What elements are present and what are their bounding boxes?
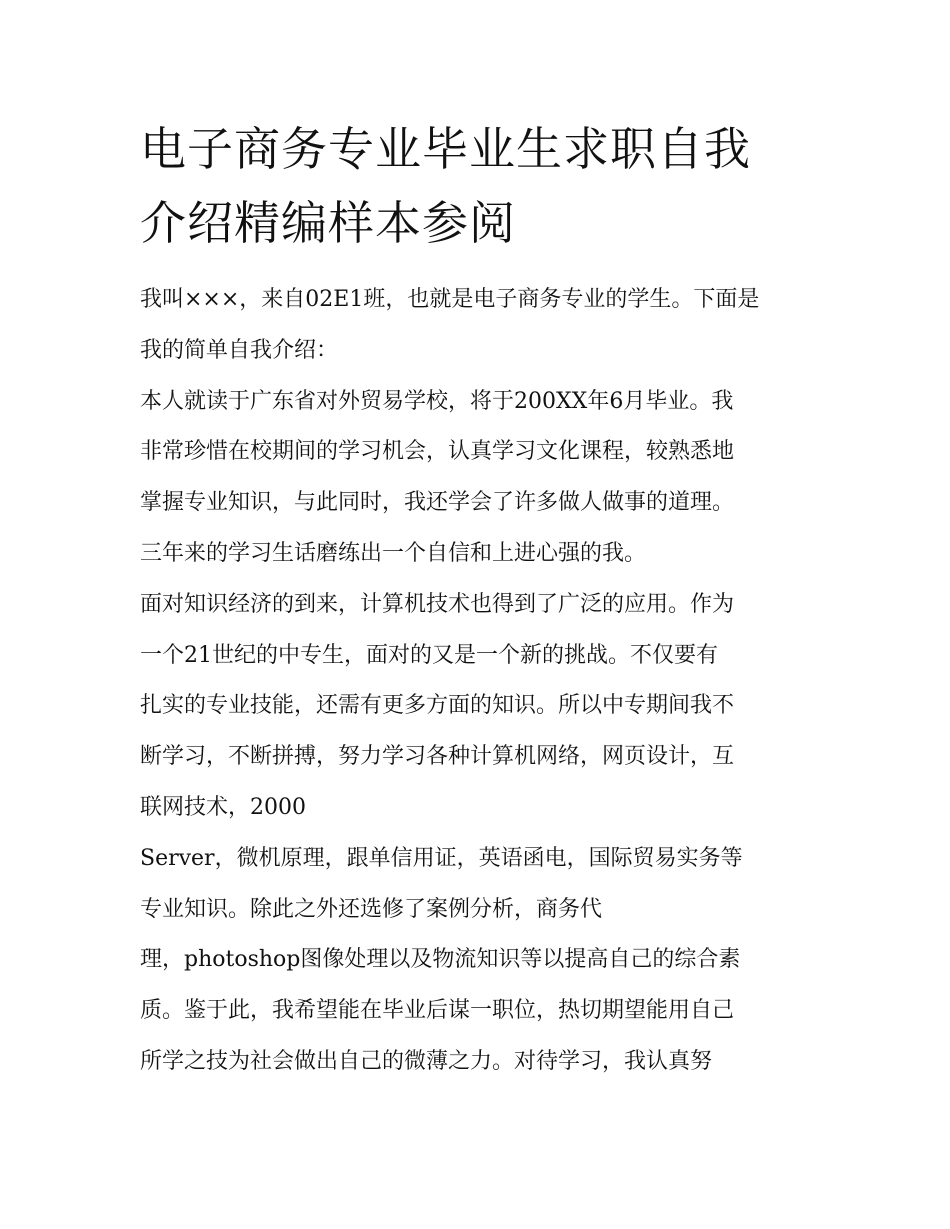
document-title <box>140 112 820 260</box>
body-line-3: 本人就读于广东省对外贸易学校，将于200XX年6月毕业。我 <box>140 388 734 414</box>
body-line-13: 专业知识。除此之外还选修了案例分析，商务代 <box>140 896 603 922</box>
body-line-5: 掌握专业知识，与此同时，我还学会了许多做人做事的道理。 <box>140 490 735 516</box>
body-line-7: 面对知识经济的到来，计算机技术也得到了广泛的应用。作为 <box>140 591 735 617</box>
body-line-12: Server，微机原理，跟单信用证，英语函电，国际贸易实务等 <box>140 845 743 871</box>
body-line-2: 我的简单自我介绍： <box>140 337 339 363</box>
body-line-14: 理，photoshop图像处理以及物流知识等以提高自己的综合素 <box>140 947 741 973</box>
document-body <box>140 275 830 1088</box>
body-line-15: 质。鉴于此，我希望能在毕业后谋一职位，热切期望能用自己 <box>140 998 735 1024</box>
body-line-6: 三年来的学习生话磨练出一个自信和上进心强的我。 <box>140 540 647 566</box>
body-line-1: 我叫×××，来自02E1班，也就是电子商务专业的学生。下面是 <box>140 287 760 312</box>
body-line-4: 非常珍惜在校期间的学习机会，认真学习文化课程，较熟悉地 <box>140 439 735 465</box>
body-line-9: 扎实的专业技能，还需有更多方面的知识。所以中专期间我不 <box>140 693 735 719</box>
title-line-1: 电子商务专业毕业生求职自我 <box>140 122 751 176</box>
body-line-11: 联网技术，2000 <box>140 794 306 820</box>
body-line-10: 断学习，不断拼搏，努力学习各种计算机网络，网页设计，互 <box>140 744 735 770</box>
body-line-16: 所学之技为社会做出自己的微薄之力。对待学习，我认真努 <box>140 1048 713 1074</box>
title-line-2: 介绍精编样本参阅 <box>140 196 516 250</box>
body-line-8: 一个21世纪的中专生，面对的又是一个新的挑战。不仅要有 <box>140 642 718 668</box>
